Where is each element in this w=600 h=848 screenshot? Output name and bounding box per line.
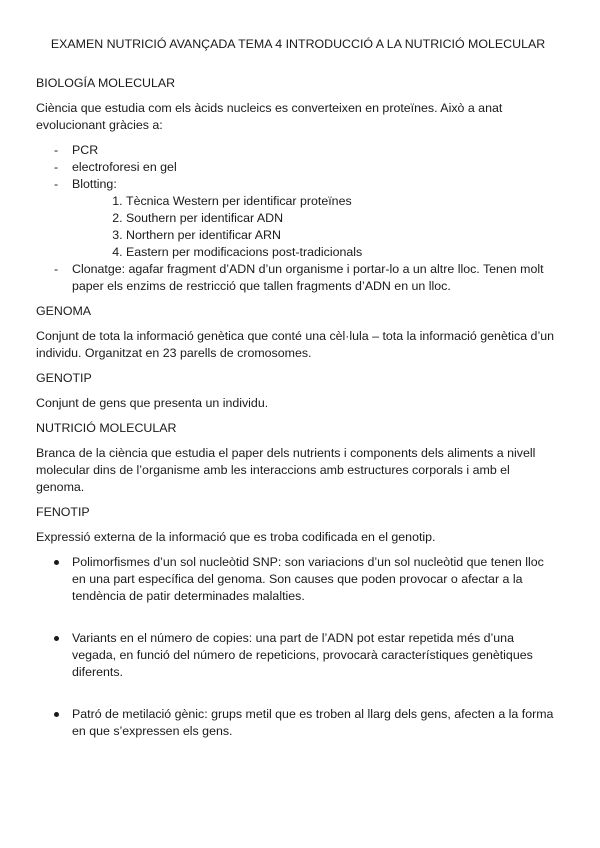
section-heading: GENOMA xyxy=(36,304,92,318)
list-item: 3. Northern per identificar ARN xyxy=(126,227,560,244)
section-heading: FENOTIP xyxy=(36,505,90,519)
list-item: 2. Southern per identificar ADN xyxy=(126,210,560,227)
list-item: Polimorfismes d’un sol nucleòtid SNP: son variacions d’un sol nucleòtid que tenen lloc en una part específica del genoma. Son causes que poden provocar o afectar a la tendència de patir determinades malalties. xyxy=(36,554,560,605)
section-text: Expressió externa de la informació que es troba codificada en el genotip. xyxy=(36,530,436,544)
section-text: Conjunt de gens que presenta un individu. xyxy=(36,396,269,410)
section-heading: GENOTIP xyxy=(36,371,92,385)
section-text: Ciència que estudia com els àcids nucleics es converteixen en proteïnes. Això a anat evolucionant gràcies a: xyxy=(36,101,503,132)
list-item: - PCR xyxy=(36,142,560,159)
section-fenotip xyxy=(36,504,560,740)
list-item xyxy=(36,176,560,261)
list-item: Variants en el número de copies: una part de l’ADN pot estar repetida més d’una vegada, en funció del número de repeticions, provocarà característiques genètiques diferents. xyxy=(36,630,560,681)
section-heading: BIOLOGÍA MOLECULAR xyxy=(36,76,176,90)
list-item: 4. Eastern per modificacions post-tradicionals xyxy=(126,244,560,261)
section-nutricio-molecular xyxy=(36,420,560,496)
section-genoma xyxy=(36,303,560,362)
section-heading: NUTRICIÓ MOLECULAR xyxy=(36,421,177,435)
technique-list xyxy=(36,142,560,295)
document-title: EXAMEN NUTRICIÓ AVANÇADA TEMA 4 INTRODUCCIÓ A LA NUTRICIÓ MOLECULAR xyxy=(50,37,546,51)
list-item: 1. Tècnica Western per identificar proteïnes xyxy=(126,193,560,210)
section-text: Conjunt de tota la informació genètica que conté una cèl·lula – tota la informació genètica d’un individu. Organitzat en 23 parells de cromosomes. xyxy=(36,329,554,360)
section-biologia-molecular xyxy=(36,75,560,295)
section-text: Branca de la ciència que estudia el paper dels nutrients i components dels aliments a nivell molecular dins de l’organisme amb les interaccions amb estructures corporals i amb el genoma. xyxy=(36,446,536,494)
fenotip-bullet-list xyxy=(36,554,560,740)
blotting-list xyxy=(72,193,560,261)
list-item: - Clonatge: agafar fragment d’ADN d’un organisme i portar-lo a un altre lloc. Tenen molt paper els enzims de restricció que tallen fragments d’ADN en un lloc. xyxy=(36,261,560,295)
list-item: Patró de metilació gènic: grups metil que es troben al llarg dels gens, afecten a la forma en que s’expressen els gens. xyxy=(36,706,560,740)
list-item: - electroforesi en gel xyxy=(36,159,560,176)
list-item-label: Blotting: xyxy=(72,177,117,191)
section-genotip xyxy=(36,370,560,412)
